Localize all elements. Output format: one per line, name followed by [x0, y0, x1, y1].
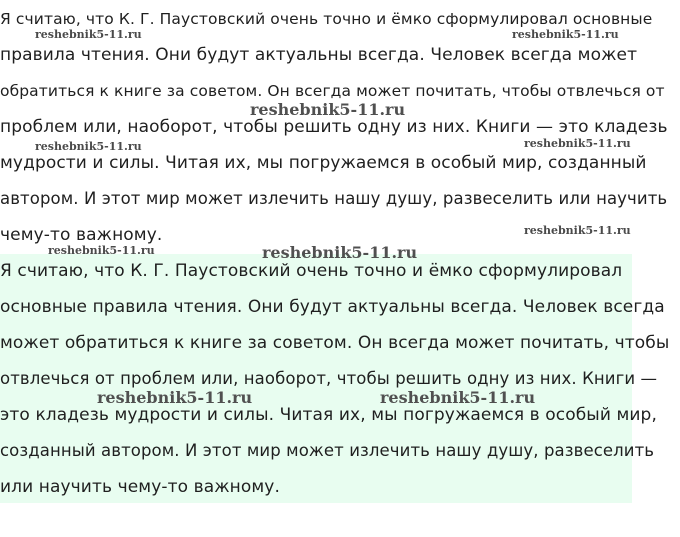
text-line: отвлечься от проблем или, наоборот, чтобы решить одну из них. Книги — — [0, 369, 658, 388]
text-line: это кладезь мудрости и силы. Читая их, мы погружаемся в особый мир, — [0, 405, 657, 425]
text-line: чему-то важному. — [0, 225, 163, 245]
watermark-text: reshebnik5-11.ru — [97, 388, 253, 407]
text-line: созданный автором. И этот мир может излечить нашу душу, развеселить — [0, 441, 655, 460]
watermark-text: reshebnik5-11.ru — [250, 100, 406, 119]
watermark-text: reshebnik5-11.ru — [35, 140, 142, 153]
text-line: проблем или, наоборот, чтобы решить одну из них. Книги — это кладезь — [0, 117, 668, 137]
text-line: Я считаю, что К. Г. Паустовский очень точно и ёмко сформулировал — [0, 261, 623, 281]
text-line: основные правила чтения. Они будут актуальны всегда. Человек всегда — [0, 297, 665, 317]
watermark-text: reshebnik5-11.ru — [524, 224, 631, 237]
watermark-text: reshebnik5-11.ru — [380, 388, 536, 407]
text-line: автором. И этот мир может излечить нашу душу, развеселить или научить — [0, 189, 668, 208]
text-line: может обратиться к книге за советом. Он всегда может почитать, чтобы — [0, 333, 670, 353]
watermark-text: reshebnik5-11.ru — [262, 243, 418, 262]
text-line: или научить чему-то важному. — [0, 477, 280, 497]
text-line: обратиться к книге за советом. Он всегда может почитать, чтобы отвлечься от — [0, 82, 665, 100]
text-line: Я считаю, что К. Г. Паустовский очень точно и ёмко сформулировал основные — [0, 10, 653, 28]
watermark-text: reshebnik5-11.ru — [48, 244, 155, 257]
watermark-text: reshebnik5-11.ru — [512, 28, 619, 41]
text-line: правила чтения. Они будут актуальны всегда. Человек всегда может — [0, 45, 638, 65]
watermark-text: reshebnik5-11.ru — [524, 137, 631, 150]
text-line: мудрости и силы. Читая их, мы погружаемся в особый мир, созданный — [0, 153, 647, 173]
watermark-text: reshebnik5-11.ru — [35, 28, 142, 41]
